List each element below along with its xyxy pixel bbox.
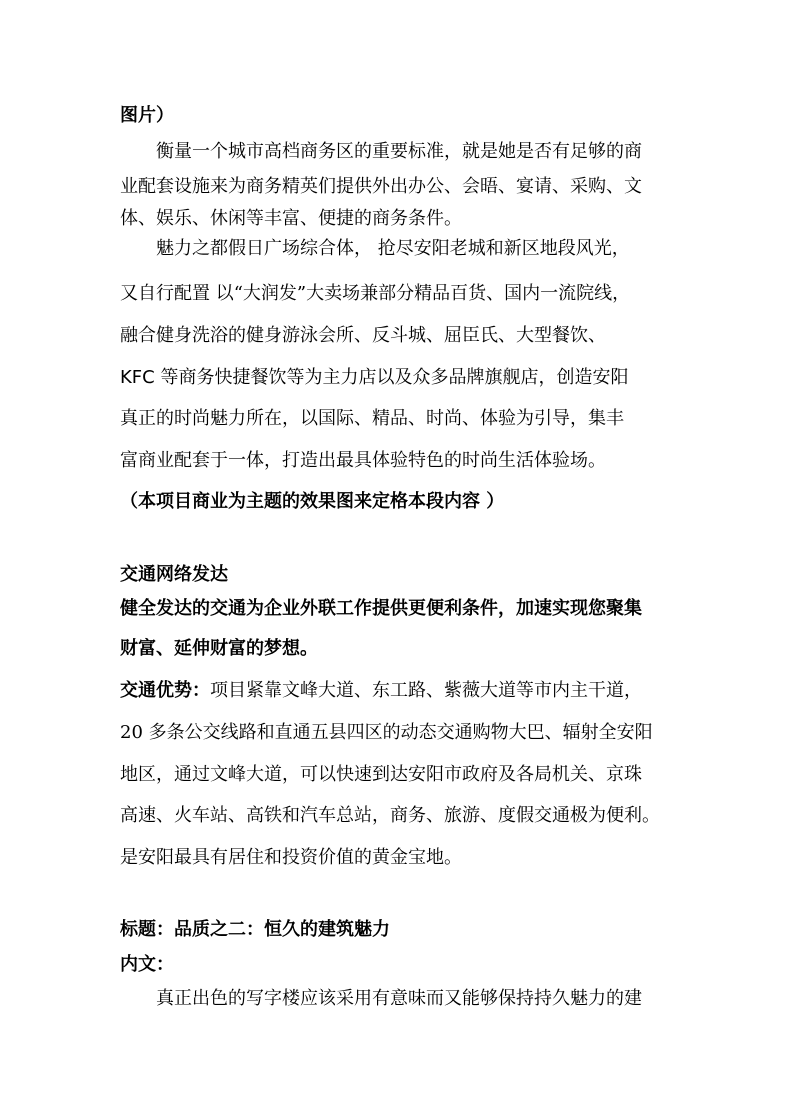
title-line: 标题：品质之二：恒久的建筑魅力 <box>120 919 390 940</box>
slogan-line: 健全发达的交通为企业外联工作提供更便利条件，加速实现您聚集 <box>120 598 642 619</box>
paragraph-line: 真正的时尚魅力所在，以国际、精品、时尚、体验为引导，集丰 <box>120 408 624 429</box>
paragraph-line <box>120 366 628 390</box>
paragraph-line: 又自行配置 以“大润发”大卖场兼部分精品百货、国内一流院线， <box>120 283 631 304</box>
paragraph-line: 高速、火车站、高铁和汽车总站，商务、旅游、度假交通极为便利。 <box>120 805 660 826</box>
paragraph-line <box>120 679 642 703</box>
paragraph-line: 是安阳最具有居住和投资价值的黄金宝地。 <box>120 847 462 868</box>
paragraph-line: 体、娱乐、休闲等丰富、便捷的商务条件。 <box>120 208 462 229</box>
paragraph-line: 富商业配套于一体，打造出最具体验特色的时尚生活体验场。 <box>120 450 606 471</box>
paragraph-line-rest: 等商务快捷餐饮等为主力店以及众多品牌旗舰店，创造安阳 <box>154 367 629 388</box>
paragraph-line: 真正出色的写字楼应该采用有意味而又能够保持持久魅力的建 <box>156 988 642 1009</box>
traffic-advantage-label: 交通优势： <box>120 680 210 701</box>
paragraph-line: 业配套设施来为商务精英们提供外出办公、会晤、宴请、采购、文 <box>120 176 642 197</box>
slogan-line: 财富、延伸财富的梦想。 <box>120 638 318 659</box>
paragraph-line: 魅力之都假日广场综合体， 抢尽安阳老城和新区地段风光， <box>156 238 630 259</box>
paragraph-line: 融合健身洗浴的健身游泳会所、反斗城、屈臣氏、大型餐饮、 <box>120 325 606 346</box>
image-caption-fragment: 图片） <box>120 105 174 126</box>
paragraph-line: 20 多条公交线路和直通五县四区的动态交通购物大巴、辐射全安阳 <box>120 722 653 743</box>
kfc-text: KFC <box>120 367 155 388</box>
paragraph-line: 衡量一个城市高档商务区的重要标准，就是她是否有足够的商 <box>156 141 642 162</box>
traffic-advantage-text: 项目紧靠文峰大道、东工路、紫薇大道等市内主干道， <box>210 680 642 701</box>
section-heading: 交通网络发达 <box>120 564 228 585</box>
body-label: 内文： <box>120 954 174 975</box>
note-line: （本项目商业为主题的效果图来定格本段内容 ） <box>120 491 505 512</box>
paragraph-line: 地区，通过文峰大道，可以快速到达安阳市政府及各局机关、京珠 <box>120 764 642 785</box>
